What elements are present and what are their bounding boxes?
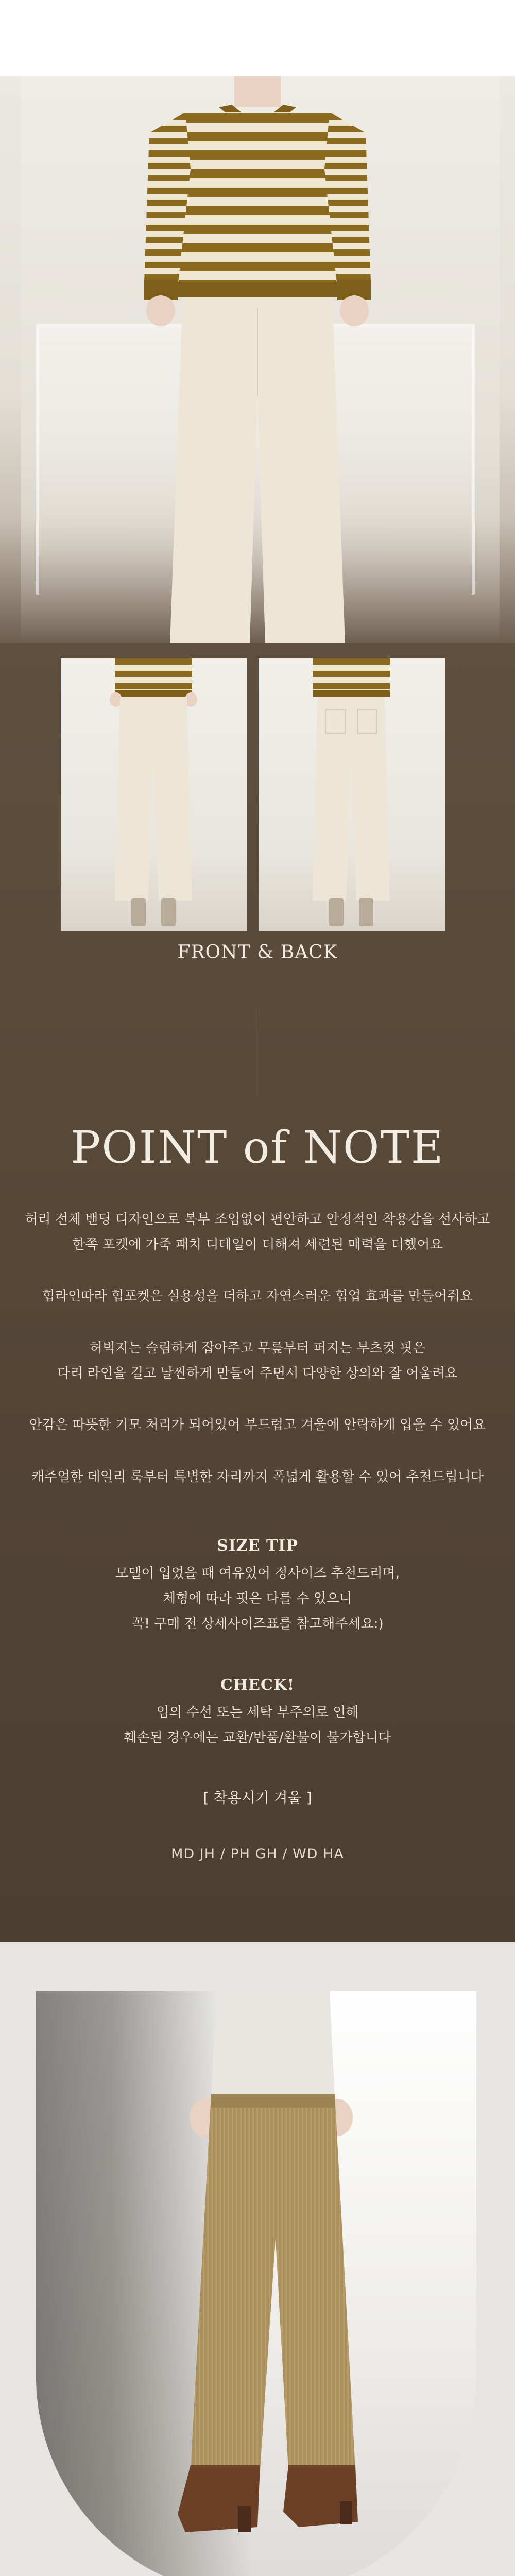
staff-credits: MD JH / PH GH / WD HA [171,1846,344,1862]
front-back-label: FRONT & BACK [177,942,338,963]
description-line: 안감은 따뜻한 기모 처리가 되어있어 부드럽고 겨울에 안락하게 입을 수 있어요 [29,1417,486,1433]
bottom-photo-section [0,1942,515,2576]
size-tip-line: 꼭! 구매 전 상세사이즈표를 참고해주세요:) [131,1616,384,1632]
back-model-figure [307,658,395,931]
front-model-figure [110,658,197,931]
description-paragraph-2 [0,1284,515,1309]
description-paragraph-4 [0,1413,515,1438]
description-line: 허리 전체 밴딩 디자인으로 복부 조임없이 편안하고 안정적인 착용감을 선사하고 [25,1212,490,1227]
description-line: 허벅지는 슬림하게 잡아주고 무릎부터 퍼지는 부츠컷 핏은 [89,1341,426,1356]
details-section [0,643,515,1942]
back-view-photo [259,658,445,931]
check-line: 임의 수선 또는 세탁 부주의로 인해 [156,1705,359,1720]
description-line: 다리 라인을 길고 날씬하게 만들어 주면서 다양한 상의와 잘 어울려요 [57,1366,458,1381]
check-line: 훼손된 경우에는 교환/반품/환불이 불가합니다 [124,1730,391,1745]
hero-photo [0,76,515,643]
check-text [0,1700,515,1751]
corduroy-pants-photo [36,1991,476,2576]
description-line: 힙라인따라 힙포켓은 실용성을 더하고 자연스러운 힙업 효과를 만들어줘요 [42,1289,473,1304]
description-paragraph-3 [0,1336,515,1386]
vertical-divider [257,1009,258,1096]
check-title: CHECK! [220,1676,295,1694]
point-of-note-title: POINT of NOTE [71,1122,444,1174]
size-tip-line: 체형에 따라 핏은 다를 수 있으니 [163,1591,352,1606]
size-tip-line: 모델이 입었을 때 여유있어 정사이즈 추천드리며, [115,1566,400,1581]
description-line: 캐주얼한 데일리 룩부터 특별한 자리까지 폭넓게 활용할 수 있어 추천드립니다 [31,1469,484,1485]
description-paragraph-5 [0,1465,515,1490]
description-paragraph-1 [0,1207,515,1258]
size-tip-text [0,1561,515,1637]
description-line: 한쪽 포켓에 가죽 패치 디테일이 더해져 세련된 매력을 더했어요 [72,1237,443,1252]
front-view-photo [61,658,247,931]
corduroy-model-figure [129,1991,397,2576]
wearing-season-label: [ 착용시기 겨울 ] [203,1789,312,1806]
model-figure [129,76,386,643]
size-tip-title: SIZE TIP [217,1537,298,1555]
